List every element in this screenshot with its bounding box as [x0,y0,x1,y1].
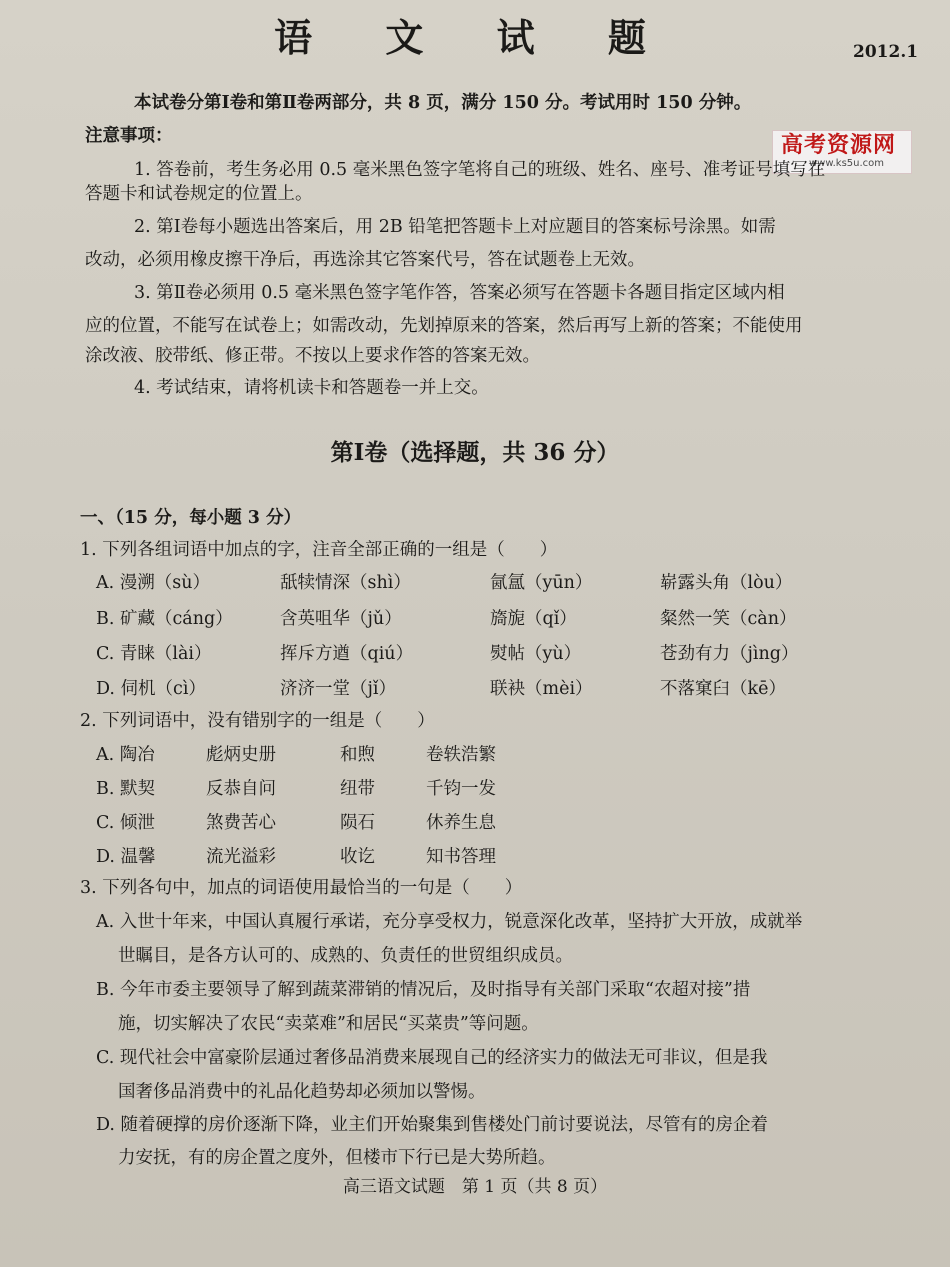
option-item: C. 青睐（lài） [96,644,212,664]
option-item: 收讫 [340,847,375,867]
q3-line: 施，切实解决了农民“卖菜难”和居民“买菜贵”等问题。 [118,1014,539,1034]
q3-line: D. 随着硬撑的房价逐渐下降，业主们开始聚集到售楼处门前讨要说法，尽管有的房企着 [96,1115,769,1135]
q2-option-b [96,777,696,801]
option-item: 含英咀华（jǔ） [280,609,402,629]
option-item: 氤氲（yūn） [490,573,593,593]
q1-option-b [96,607,926,631]
notes-heading: 注意事项： [85,126,173,146]
option-item: 流光溢彩 [206,847,276,867]
page-footer: 高三语文试题 第 1 页（共 8 页） [342,1177,608,1197]
option-item: B. 矿藏（cáng） [96,609,233,629]
q2-option-d [96,845,696,869]
option-item: 舐犊情深（shì） [280,573,411,593]
q3-line: A. 入世十年来，中国认真履行承诺，充分享受权力，锐意深化改革，坚持扩大开放，成就举 [96,912,803,932]
option-item: 济济一堂（jǐ） [280,679,397,699]
watermark-main: 高考资源网 [781,133,897,158]
q2-option-c [96,811,696,835]
exam-title: 语 文 试 题 [274,15,676,60]
note-line: 改动，必须用橡皮擦干净后，再选涂其它答案代号，答在试题卷上无效。 [85,250,645,270]
option-item: 陨石 [340,813,375,833]
option-item: 彪炳史册 [206,745,276,765]
option-item: 挥斥方遒（qiú） [280,644,414,664]
option-item: B. 默契 [96,779,155,799]
q3-stem: 3. 下列各句中，加点的词语使用最恰当的一句是（ ） [80,878,523,898]
note-line: 答题卡和试卷规定的位置上。 [85,184,313,204]
watermark-url: www.ks5u.com [809,158,885,169]
note-line: 4. 考试结束，请将机读卡和答题卷一并上交。 [134,378,489,398]
q2-option-a [96,743,696,767]
option-item: 苍劲有力（jìng） [660,644,799,664]
option-item: 联袂（mèi） [490,679,593,699]
option-item: 粲然一笑（càn） [660,609,797,629]
exam-date: 2012.1 [853,42,919,62]
q3-line: C. 现代社会中富豪阶层通过奢侈品消费来展现自己的经济实力的做法无可非议，但是我 [96,1048,768,1068]
q1-option-d [96,677,926,701]
q1-option-a [96,571,926,595]
option-item: 知书答理 [426,847,496,867]
option-item: D. 温馨 [96,847,156,867]
q3-line: 力安抚，有的房企置之度外，但楼市下行已是大势所趋。 [118,1148,556,1168]
option-item: 千钧一发 [426,779,496,799]
note-line: 1. 答卷前，考生务必用 0.5 毫米黑色签字笔将自己的班级、姓名、座号、准考证号填写在 [134,160,826,180]
option-item: 煞费苦心 [206,813,276,833]
option-item: 反恭自问 [206,779,276,799]
option-item: 不落窠臼（kē） [660,679,786,699]
option-item: 和煦 [340,745,375,765]
option-item: A. 漫溯（sù） [96,573,211,593]
exam-intro: 本试卷分第Ⅰ卷和第Ⅱ卷两部分，共 8 页，满分 150 分。考试用时 150 分钟。 [134,93,752,113]
note-line: 2. 第Ⅰ卷每小题选出答案后，用 2B 铅笔把答题卡上对应题目的答案标号涂黑。如需 [134,217,776,237]
option-item: D. 伺机（cì） [96,679,206,699]
note-line: 应的位置，不能写在试卷上；如需改动，先划掉原来的答案，然后再写上新的答案；不能使用 [85,316,803,336]
q3-line: 世瞩目，是各方认可的、成熟的、负责任的世贸组织成员。 [118,946,573,966]
option-item: 休养生息 [426,813,496,833]
note-line: 涂改液、胶带纸、修正带。不按以上要求作答的答案无效。 [85,346,540,366]
option-item: 卷轶浩繁 [426,745,496,765]
option-item: A. 陶冶 [96,745,155,765]
section-title: 第Ⅰ卷（选择题，共 36 分） [330,439,620,466]
q3-line: 国奢侈品消费中的礼品化趋势却必须加以警惕。 [118,1082,486,1102]
option-item: 纽带 [340,779,375,799]
option-item: 崭露头角（lòu） [660,573,793,593]
part-heading: 一、（15 分，每小题 3 分） [80,508,302,528]
option-item: 旖旎（qǐ） [490,609,577,629]
option-item: 熨帖（yù） [490,644,582,664]
option-item: C. 倾泄 [96,813,155,833]
q1-option-c [96,642,926,666]
note-line: 3. 第Ⅱ卷必须用 0.5 毫米黑色签字笔作答，答案必须写在答题卡各题目指定区域内相 [134,283,785,303]
q2-stem: 2. 下列词语中，没有错别字的一组是（ ） [80,711,435,731]
q1-stem: 1. 下列各组词语中加点的字，注音全部正确的一组是（ ） [80,540,558,560]
q3-line: B. 今年市委主要领导了解到蔬菜滞销的情况后，及时指导有关部门采取“农超对接”措 [96,980,751,1000]
